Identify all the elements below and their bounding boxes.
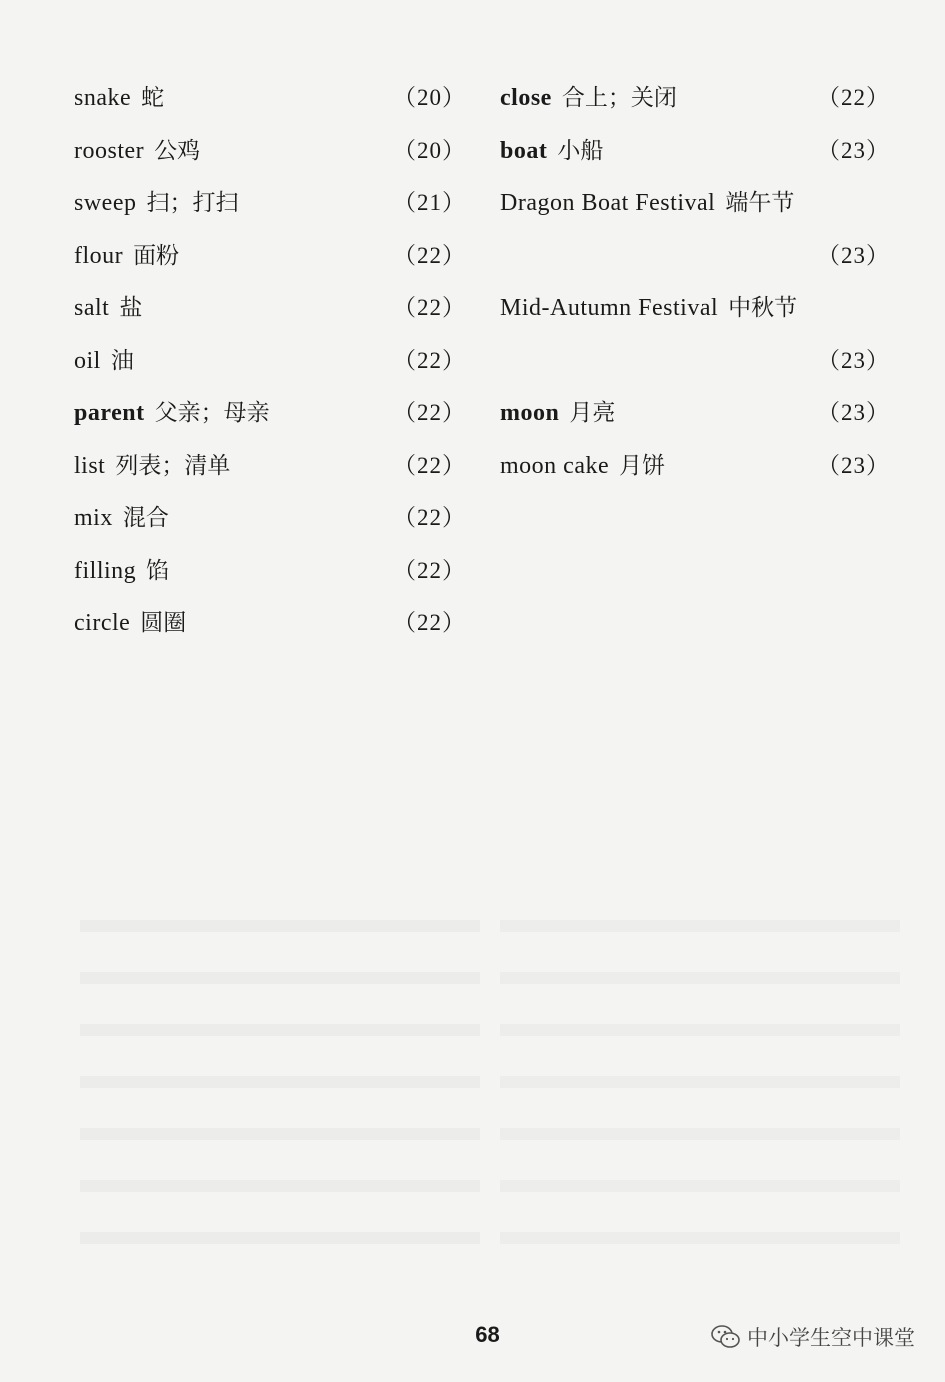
vocab-meaning: 油: [110, 347, 134, 374]
vocab-entry: [74, 446, 466, 499]
vocab-entry: [500, 393, 890, 446]
vocab-entry: [500, 446, 890, 499]
vocab-word: boat: [500, 137, 548, 164]
vocab-word: snake: [74, 85, 132, 111]
vocab-meaning: 父亲；母亲: [154, 400, 270, 426]
vocab-meaning: 馅: [146, 557, 170, 584]
vocab-meaning: 合上；关闭: [561, 85, 677, 111]
vocab-meaning: 公鸡: [154, 137, 201, 164]
vocab-page-ref: （23）: [817, 347, 890, 373]
vocab-entry: [500, 131, 890, 184]
vocab-entry: [500, 236, 890, 289]
vocab-meaning: 月亮: [569, 400, 616, 426]
vocab-meaning: 圆圈: [140, 610, 187, 636]
vocab-entry: [74, 78, 466, 131]
vocab-page-ref: （21）: [393, 190, 466, 215]
vocab-word: circle: [74, 610, 131, 636]
vocab-page-ref: （20）: [393, 85, 466, 110]
vocab-word: close: [500, 85, 552, 111]
bleed-through-left: [80, 880, 480, 1280]
vocab-page-ref: （22）: [393, 242, 466, 268]
vocab-meaning: 中秋节: [728, 295, 798, 321]
vocab-word: moon cake: [500, 452, 610, 479]
vocab-page-ref: （22）: [393, 452, 466, 478]
vocab-word: moon: [500, 400, 560, 426]
wechat-icon: [711, 1324, 741, 1350]
vocab-page-ref: （22）: [393, 610, 466, 635]
vocab-word: Dragon Boat Festival: [500, 190, 716, 216]
vocab-page-ref: （20）: [393, 137, 466, 163]
vocab-entry: [74, 393, 466, 446]
vocab-word: sweep: [74, 190, 137, 216]
vocab-entry: [74, 498, 466, 551]
vocab-page-ref: （22）: [817, 85, 890, 110]
vocab-meaning: 小船: [557, 137, 604, 164]
vocab-page-ref: （23）: [817, 242, 890, 268]
vocab-page-ref: （22）: [393, 505, 466, 530]
watermark-text: 中小学生空中课堂: [747, 1326, 915, 1350]
bleed-through-right: [500, 880, 900, 1280]
vocab-meaning: 端午节: [725, 190, 795, 216]
left-vocab-column: [74, 78, 466, 656]
vocab-entry: [500, 341, 890, 394]
vocab-page-ref: （22）: [393, 557, 466, 583]
vocab-word: oil: [74, 347, 101, 374]
vocab-meaning: 混合: [122, 505, 169, 531]
vocab-word: filling: [74, 557, 137, 584]
vocab-word: flour: [74, 242, 124, 269]
vocab-meaning: 蛇: [141, 85, 165, 111]
vocab-word: salt: [74, 295, 110, 321]
page-number: 68: [475, 1322, 500, 1347]
vocab-word: mix: [74, 505, 113, 531]
vocab-entry: [500, 183, 890, 236]
vocab-page-ref: （23）: [817, 400, 890, 425]
vocab-page-ref: （22）: [393, 347, 466, 373]
vocab-entry: [500, 288, 890, 341]
watermark: [711, 1322, 915, 1352]
vocab-word: parent: [74, 400, 145, 426]
vocab-entry: [74, 551, 466, 604]
vocab-entry: [74, 131, 466, 184]
vocab-meaning: 盐: [119, 295, 143, 321]
right-vocab-column: [500, 78, 890, 498]
vocab-entry: [74, 236, 466, 289]
vocab-entry: [74, 288, 466, 341]
vocab-meaning: 月饼: [619, 452, 666, 479]
vocab-page-ref: （22）: [393, 400, 466, 425]
vocab-entry: [74, 603, 466, 656]
vocab-entry: [74, 341, 466, 394]
vocab-word: rooster: [74, 137, 145, 164]
vocab-word: list: [74, 452, 106, 479]
vocab-page-ref: （23）: [817, 452, 890, 478]
vocab-page-ref: （23）: [817, 137, 890, 163]
vocab-page-ref: （22）: [393, 295, 466, 320]
vocab-meaning: 扫；打扫: [146, 190, 239, 216]
vocab-entry: [74, 183, 466, 236]
vocab-word: Mid-Autumn Festival: [500, 295, 719, 321]
vocab-meaning: 面粉: [133, 242, 180, 269]
vocab-entry: [500, 78, 890, 131]
vocab-meaning: 列表；清单: [115, 452, 231, 479]
